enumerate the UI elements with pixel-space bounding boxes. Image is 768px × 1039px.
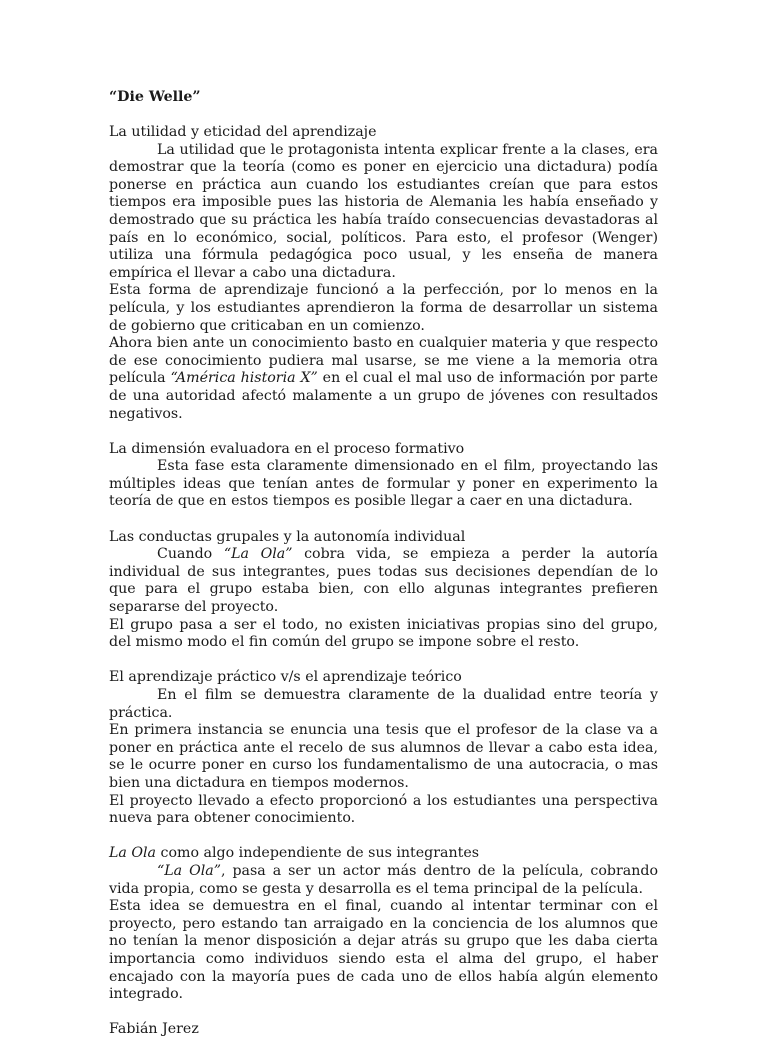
- paragraph: Esta idea se demuestra en el final, cuando al intentar terminar con el proyecto, pero estando tan arraigado en la conciencia de los alumnos que no tenían la menor disposición a dejar atrás su grupo que les daba cierta importancia como individuos siendo esta el alma del grupo, el haber encajado con la mayoría pues de cada uno de ellos había algún elemento integrado.: [109, 898, 658, 1003]
- paragraph-text: en el cual el mal uso de información por parte de una autoridad afectó malamente a un grupo de jóvenes con resultados negativos.: [109, 370, 658, 422]
- section-heading: La dimensión evaluadora en el proceso formativo: [109, 440, 465, 457]
- paragraph: En primera instancia se enuncia una tesis que el profesor de la clase va a poner en práctica ante el recelo de sus alumnos de llevar a cabo esta idea, se le ocurre poner en curso los fundamentalismo de una autocracia, o mas bien una dictadura en tiempos modernos.: [109, 722, 658, 791]
- film-title: “América historia X”: [170, 370, 318, 387]
- paragraph: El proyecto llevado a efecto proporcionó a los estudiantes una perspectiva nueva para obtener conocimiento.: [109, 792, 658, 827]
- paragraph-text: cobra vida, se empieza a perder la autoría individual de sus integrantes, pues todas sus decisiones dependían de lo que para el grupo estaba bien, con ello algunas integrantes prefieren separarse del proyecto.: [109, 546, 658, 616]
- paragraph: En el film se demuestra claramente de la dualidad entre teoría y práctica.: [109, 687, 658, 721]
- paragraph: Esta fase esta claramente dimensionado en el film, proyectando las múltiples ideas que tenían antes de formular y poner en experimento la teoría de que en estos tiempos es posible llegar a caer en una dictadura.: [109, 458, 658, 510]
- section-heading: Las conductas grupales y la autonomía individual: [109, 528, 466, 545]
- paragraph: La utilidad que le protagonista intenta explicar frente a la clases, era demostrar que la teoría (como es poner en ejercicio una dictadura) podía ponerse en práctica aun cuando los estudiantes creían que para estos tiempos era imposible pues las historia de Alemania les había enseñado y demostrado que su práctica les había traído consecuencias devastadoras al país en lo económico, social, políticos. Para esto, el profesor (Wenger) utiliza una fórmula pedagógica poco usual, y les enseña de manera empírica el llevar a cabo una dictadura.: [109, 141, 658, 281]
- section-utilidad: [109, 124, 658, 423]
- section-heading: El aprendizaje práctico v/s el aprendizaje teórico: [109, 669, 462, 686]
- section-aprendizaje-practico: [109, 669, 658, 827]
- document-title: “Die Welle”: [109, 89, 201, 105]
- section-dimension-evaluadora: [109, 441, 658, 511]
- film-title: “La Ola”: [223, 546, 293, 563]
- paragraph-text: Ahora bien ante un conocimiento basto en cualquier materia y que respecto de ese conocimiento pudiera mal usarse, se me viene a la memoria otra película: [109, 335, 658, 387]
- heading-text: como algo independiente de sus integrantes: [156, 845, 479, 862]
- paragraph-text: , pasa a ser un actor más dentro de la película, cobrando vida propia, como se gesta y desarrolla es el tema principal de la película.: [109, 862, 658, 897]
- section-heading: La utilidad y eticidad del aprendizaje: [109, 124, 377, 140]
- author-signature: Fabián Jerez: [109, 1021, 199, 1038]
- paragraph: [109, 863, 658, 898]
- paragraph-text: Cuando: [157, 546, 224, 563]
- paragraph: Esta forma de aprendizaje funcionó a la perfección, por lo menos en la película, y los estudiantes aprendieron la forma de desarrollar un sistema de gobierno que criticaban en un comienzo.: [109, 282, 658, 334]
- paragraph: El grupo pasa a ser el todo, no existen iniciativas propias sino del grupo, del mismo modo el fin común del grupo se impone sobre el resto.: [109, 616, 658, 651]
- film-title: “La Ola”: [157, 862, 221, 879]
- section-la-ola: [109, 845, 658, 1003]
- film-title: La Ola: [109, 845, 157, 862]
- paragraph: [109, 335, 658, 423]
- document-page: [109, 89, 658, 1039]
- section-heading: [109, 845, 658, 863]
- section-conductas-grupales: [109, 529, 658, 652]
- paragraph: [109, 546, 658, 616]
